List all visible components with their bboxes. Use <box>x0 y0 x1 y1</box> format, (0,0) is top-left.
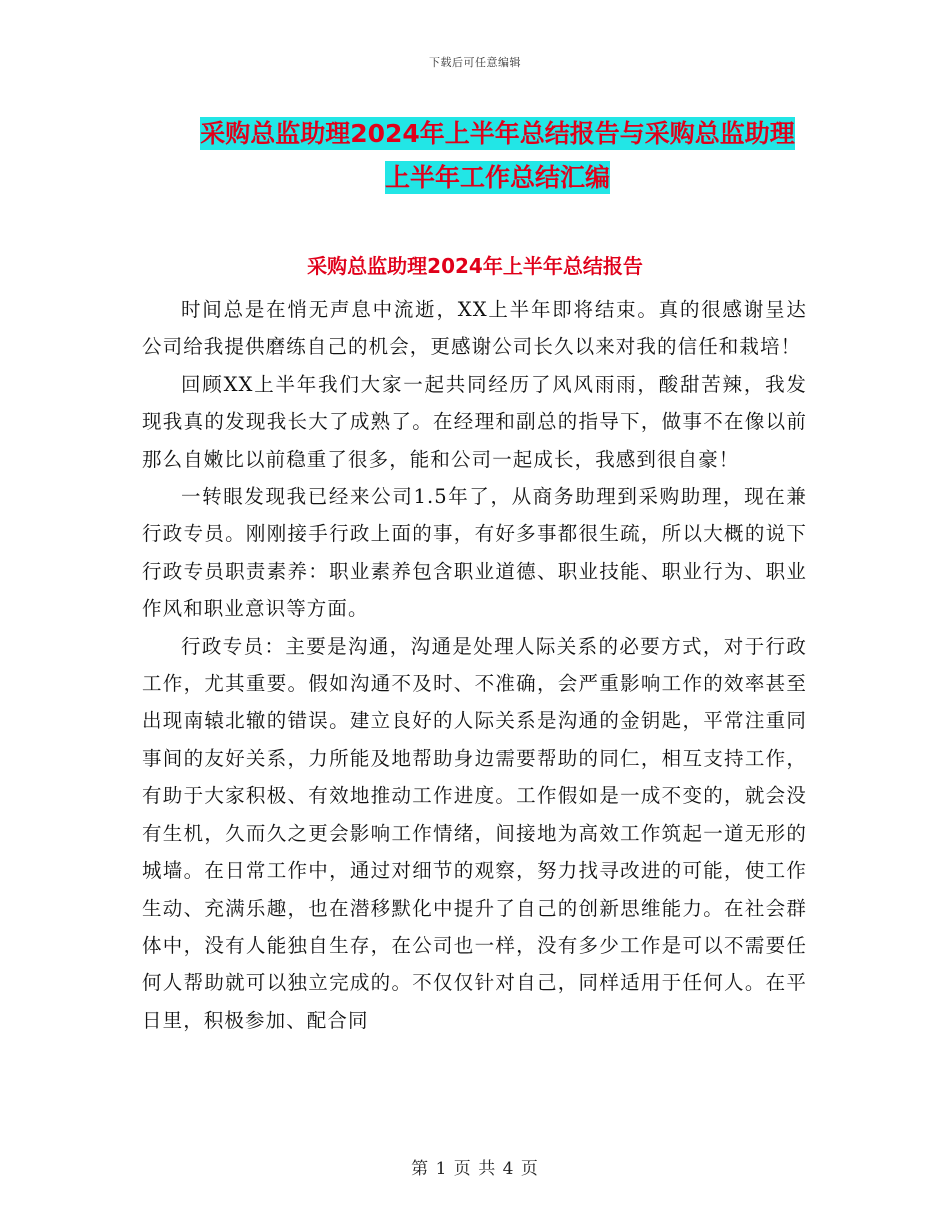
document-title-line-1: 采购总监助理2024年上半年总结报告与采购总监助理 <box>200 119 795 148</box>
paragraph: 一转眼发现我已经来公司1.5年了，从商务助理到采购助理，现在兼行政专员。刚刚接手行政上面的事，有好多事都很生疏，所以大概的说下行政专员职责素养：职业素养包含职业道德、职业技能、职业行为、职业作风和职业意识等方面。 <box>142 485 807 621</box>
document-title-line-2: 上半年工作总结汇编 <box>384 163 610 192</box>
paragraph: 时间总是在悄无声息中流逝，XX上半年即将结束。真的很感谢呈达公司给我提供磨练自己的机会，更感谢公司长久以来对我的信任和栽培！ <box>142 298 807 359</box>
page-footer: 第 1 页 共 4 页 <box>411 1159 539 1179</box>
section-title: 采购总监助理2024年上半年总结报告 <box>307 254 643 278</box>
document-body <box>142 291 807 1039</box>
paragraph: 行政专员：主要是沟通，沟通是处理人际关系的必要方式，对于行政工作，尤其重要。假如沟通不及时、不准确，会严重影响工作的效率甚至出现南辕北辙的错误。建立良好的人际关系是沟通的金钥匙，平常注重同事间的友好关系，力所能及地帮助身边需要帮助的同仁，相互支持工作，有助于大家积极、有效地推动工作进度。工作假如是一成不变的，就会没有生机，久而久之更会影响工作情绪，间接地为高效工作筑起一道无形的城墙。在日常工作中，通过对细节的观察，努力找寻改进的可能，使工作生动、充满乐趣，也在潜移默化中提升了自己的创新思维能力。在社会群体中，没有人能独自生存，在公司也一样，没有多少工作是可以不需要任何人帮助就可以独立完成的。不仅仅针对自己，同样适用于任何人。在平日里，积极参加、配合同 <box>142 634 807 1032</box>
paragraph: 回顾XX上半年我们大家一起共同经历了风风雨雨，酸甜苦辣，我发现我真的发现我长大了成熟了。在经理和副总的指导下，做事不在像以前那么自嫩比以前稳重了很多，能和公司一起成长，我感到很自豪！ <box>142 372 807 471</box>
document-title <box>140 112 855 200</box>
header-note: 下载后可任意编辑 <box>429 56 521 69</box>
